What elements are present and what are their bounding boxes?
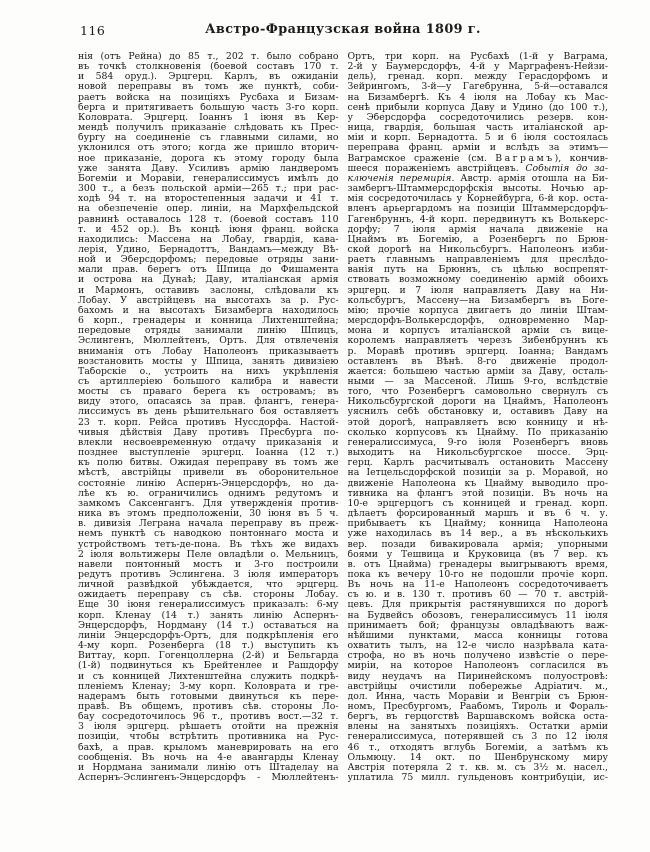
text-line: берга и притягиваетъ большую часть 3-го корп.: [78, 102, 339, 113]
text-line: ской дорогѣ на Никольсбургъ. Наполеонъ изби-: [347, 244, 608, 255]
text-line: и 584 оруд.). Эрцгерц. Карлъ, въ ожиданіи: [78, 72, 339, 83]
text-line: Лобау. У австрійцевъ на высотахъ за р. Рус-: [78, 295, 339, 306]
text-line: виду этого, опасаясь за прав. флангъ, генера-: [78, 397, 339, 408]
text-line: ное приказаніе, дорога къ этому городу была: [78, 153, 339, 164]
text-line: мона и корпусъ италіанской арміи съ вице-: [347, 326, 608, 337]
text-line: Коловрата. Эрцгерц. Іоаннъ 1 іюня въ Кер-: [78, 112, 339, 123]
text-line: ника въ этомъ предположеніи, 30 іюня въ 5 ч.: [78, 509, 339, 520]
text-line: Ортъ, три корп. на Русбахѣ (1-й у Ваграма,: [347, 52, 608, 62]
text-line: мѣстѣ, австрійцы привели въ оборонительное: [78, 468, 339, 479]
text-line: этой дорогѣ, направляетъ всю конницу и нѣ-: [347, 417, 608, 428]
text-line: дорфу; 7 іюля армія начала движеніе на: [347, 224, 608, 235]
text-line: ными — за Массеной. Лишь 9-го, вслѣдствіе: [347, 377, 608, 387]
text-line: вленъ арьергардомъ на позиціи Штаммерсдорфъ-: [347, 204, 608, 215]
text-line: Зейрингомъ, 3-й—у Гагебрунна, 5-й—оставался: [347, 82, 608, 93]
text-line: Эслингенъ, Мюллейтенъ, Ортъ. Для отвлеченія: [78, 336, 339, 347]
text-line: замкомъ Саксенгангъ. Для утвержденія против-: [78, 498, 339, 509]
text-line: переправа франц. арміи и вслѣдъ за этимъ—: [347, 143, 608, 154]
text-line: состояніе линію Аспернъ-Энцерсдорфъ, но да-: [78, 478, 339, 489]
text-line: и Нордмана занимали линію отъ Штаделау на: [78, 762, 339, 773]
text-line: въ точкѣ столкновенія (боевой составъ 170 т.: [78, 62, 339, 73]
text-line: принимаетъ бой; французы овладѣваютъ важ-: [347, 620, 608, 631]
text-line: т. и 452 ор.). Въ концѣ іюня франц. войска: [78, 224, 339, 235]
text-line: находились: Массена на Лобау, гвардія, кава-: [78, 234, 339, 245]
text-line: 2-й у Баумерсдорфъ, 4-й у Марграфенъ-Нейзи-: [347, 62, 608, 73]
text-line: пока къ вечеру 10-го не подошли прочіе корп.: [347, 569, 608, 580]
text-line: лѣе къ ю. ограничились однимъ редутомъ и: [78, 488, 339, 499]
text-line: лиссимусъ въ день рѣшительнаго боя оставляетъ: [78, 407, 339, 418]
text-line: мосты съ праваго берега къ островамъ; въ: [78, 387, 339, 398]
text-line: бахомъ и на высотахъ Бизамберга находилось: [78, 305, 339, 316]
text-line: нѣйшими пунктами, масса конницы готова: [347, 630, 608, 641]
text-line: движеніе Наполеона къ Цнайму выводило про-: [347, 478, 608, 489]
text-line: цевъ. Для прикрытія растянувшихся по дорогѣ: [347, 600, 608, 611]
text-line: уже находилась въ 14 вер., а въ нѣсколькихъ: [347, 529, 608, 540]
text-line: ница, гвардія, большая часть италіанской ар-: [347, 123, 608, 134]
text-line: возстановить мосты у Шпица, занять дивизіею: [78, 356, 339, 367]
text-line: лерія, Удино, Бернадоттъ, Вандамъ—между Вѣ-: [78, 244, 339, 255]
text-line: Никольсбургской дороги на Цнаймъ, Наполеонъ: [347, 397, 608, 408]
text-line: охватить тылъ, на 12-е число назрѣвала ката-: [347, 641, 608, 652]
text-line: Въ ночь на 11-е Наполеонъ сосредоточиваетъ: [347, 580, 608, 591]
text-line: мали прав. берегъ отъ Шпица до Фишамента: [78, 265, 339, 276]
text-line: и Мармонъ, оставивъ заслоны, слѣдовали къ: [78, 285, 339, 296]
text-line: дол. Инна, часть Моравіи и Венгріи съ Брюн-: [347, 691, 608, 702]
text-line: 10-е эрцгерцогъ съ конницей и гренад. корп.: [347, 498, 608, 509]
text-line: мія сосредоточилась у Корнейбурга, 6-й кор. оста-: [347, 194, 608, 205]
text-segment: Ваграмское сраженіе (см.: [347, 153, 496, 164]
text-line: міи и корп. Бернадотта. 5 и 6 іюля состоялась: [347, 133, 608, 144]
text-line: 3 іюля эрцгерц. рѣшаетъ отойти на прежнія: [78, 722, 339, 733]
page-header: [78, 22, 608, 40]
text-line: пленіемъ Кленау; 3-му корп. Коловрата и гре-: [78, 681, 339, 692]
text-line: на обезпеченіе опер. линіи, на Мархфельдской: [78, 204, 339, 215]
text-line: королемъ направляетъ черезъ Зибенбруннъ къ: [347, 336, 608, 347]
column-right: [348, 52, 609, 783]
text-line: в. дивизія Леграна начала переправу въ преж-: [78, 519, 339, 530]
text-line: Виттау, корп. Гогенцоллерна (2-й) и Бельгарда: [78, 651, 339, 662]
text-segment: Австр. армія отошла на Би-: [454, 173, 608, 184]
text-line: оставленъ въ Вѣнѣ. 8-го движеніе продол-: [347, 356, 608, 367]
text-line: бау сосредоточилось 96 т., противъ вост.—32 т.: [78, 712, 339, 723]
text-line: р. Моравѣ противъ эрцгерц. Іоанна; Вандамъ: [347, 346, 608, 357]
text-line: навели понтонный мостъ и 3-го построили: [78, 559, 339, 570]
text-line: къ полю битвы. Ожидая переправу въ томъ же: [78, 458, 339, 469]
text-line: 300 т., а безъ польской арміи—265 т.; при рас-: [78, 184, 339, 195]
text-line: выходитъ на Никольсбургское шоссе. Эрц-: [347, 448, 608, 459]
text-line: чивыя дѣйствія Даву противъ Пресбурга по-: [78, 427, 339, 438]
text-line: нія (отъ Рейна) до 85 т., 202 т. было собрано: [78, 52, 339, 62]
text-line: боями у Тешвица и Круковица (въ 7 вер. къ: [347, 549, 608, 560]
text-line: Цнаймъ въ Богемію, а Розенбергъ по Брюн-: [347, 234, 608, 245]
text-line: влены на занятыхъ позиціяхъ. Остатки арміи: [347, 722, 608, 733]
text-line: Богеміи и Моравіи, генералиссимусъ имѣлъ до: [78, 173, 339, 184]
text-line: у Эберсдорфа сосредоточились резерв. кон-: [347, 112, 608, 123]
text-line: номъ, Пресбургомъ, Раабомъ, Тироль и Фораль-: [347, 702, 608, 712]
text-line: строфа, но въ ночь получено извѣстіе о пере-: [347, 651, 608, 662]
text-line: правѣ. Въ общемъ, противъ сѣв. стороны Ло-: [78, 702, 339, 712]
text-line: [348, 174, 609, 184]
text-line: немъ пунктѣ съ наводкою понтоннаго моста и: [78, 529, 339, 540]
text-line: позднее выступленіе эрцгерц. Іоанна (12 т.): [78, 448, 339, 459]
text-line: миріи, на которое Наполеонъ согласился въ: [347, 661, 608, 672]
text-segment-italic: ключенія перемирія.: [347, 173, 455, 184]
text-line: того, что Розенбергъ самовольно свернулъ съ: [347, 387, 608, 398]
text-line: уяснилъ себѣ обстановку и, оставивъ Даву на: [347, 407, 608, 418]
text-line: передовые отряды занимали линію Шпицъ,: [78, 326, 339, 337]
text-segment: шееся пораженіемъ австрійцевъ.: [347, 163, 526, 174]
text-line: 2 іюля вольтижеры Пеле овладѣли о. Мельницъ,: [78, 549, 339, 560]
text-line: 6 корп., гренадеры и конница Лихтенштейна;: [78, 316, 339, 327]
text-line: Гагенбруннъ, 4-й корп. передвинутъ къ Волькерс-: [347, 214, 608, 225]
text-line: (1-й) подвинуться къ Брейтенлее и Рашдорфу: [78, 661, 339, 672]
text-line: влекли несвоевременную отдачу приказанія и: [78, 437, 339, 448]
text-line: раетъ войска на позиціяхъ Русбаха и Бизам-: [78, 92, 339, 103]
text-line: 4-му корп. Розенберга (18 т.) выступить къ: [78, 641, 339, 652]
page-title: Австро-Французская война 1809 г.: [205, 22, 481, 37]
text-line: съ ю. и в. 130 т. противъ 60 — 70 т. австрій-: [347, 590, 608, 601]
text-line: равнинѣ оставалось 128 т. (боевой составъ 110: [78, 214, 339, 225]
text-line: личной развѣдкой убѣждается, что эрцгерц.: [78, 580, 339, 591]
text-line: австрійцы очистили побережье Адріатич. м.,: [347, 681, 608, 692]
text-line: вер. позади бивакировала армія; упорными: [347, 539, 608, 550]
text-line: виду неудачъ на Пиринейскомъ полуостровѣ:: [347, 671, 608, 682]
text-line: корп. Кленау (14 т.) занять линію Аспернъ-: [78, 610, 339, 621]
text-line: ходѣ 94 т. на второстепенныя задачи и 41 т.: [78, 194, 339, 205]
text-line: устройствомъ тетъ-де-пона. Въ тѣхъ же видахъ: [78, 539, 339, 550]
text-line: Ольмюцу. 14 окт. по Шенбрунскому миру: [347, 752, 608, 763]
text-line: линіи Энцерсдорфъ-Ортъ, для подкрѣпленія его: [78, 630, 339, 641]
text-line: Аспернъ-Эслингенъ-Энцерсдорфъ - Мюллейтенъ-: [78, 773, 339, 784]
text-line: [348, 164, 609, 174]
text-segment-spaced: Ваграмъ: [495, 153, 555, 164]
text-line: Таборскіе о., устроить на нихъ укрѣпленія: [78, 366, 339, 377]
text-line: надерамъ быть готовыми двинуться къ пере-: [78, 691, 339, 702]
text-line: на Бизамбергѣ. Къ 4 іюля на Лобау къ Мас-: [347, 92, 608, 103]
text-line: [348, 154, 609, 164]
text-line: ванія путь на Брюннъ, съ цѣлью воспрепят-: [347, 265, 608, 276]
text-line: позиціи, чтобы встрѣтить противника на Рус-: [78, 732, 339, 743]
text-line: 46 т., отходятъ вглубь Богеміи, а затѣмъ къ: [347, 742, 608, 753]
text-line: уклонился отъ этого; когда же пришло вторич-: [78, 143, 339, 154]
text-line: замбергъ-Штаммерсдорфскія высоты. Ночью ар-: [347, 184, 608, 195]
text-line: и съ конницей Лихтенштейна служить подкрѣ-: [78, 671, 339, 682]
text-line: бургу на соединеніе съ главными силами, но: [78, 133, 339, 144]
text-line: ной и Эберсдорфомъ; передовые отряды зани-: [78, 255, 339, 266]
text-line: дель), гренад. корп. между Герасдорфомъ и: [347, 72, 608, 83]
text-line: на Іетцельсдорфской позиціи за р. Моравой, но: [347, 468, 608, 479]
text-line: эрцгерц. и 7 іюля направляетъ Даву на Ни-: [347, 285, 608, 296]
text-line: в. отъ Цнайма) гренадеры выигрываютъ время,: [347, 559, 608, 570]
page-number: 116: [80, 23, 106, 38]
text-line: прибываетъ къ Цнайму; конница Наполеона: [347, 519, 608, 530]
text-line: генералиссимуса, потерявшей съ 3 по 12 іюля: [347, 732, 608, 743]
text-line: ствовать возможному соединенію армій обоихъ: [347, 275, 608, 286]
text-line: тивника на флангъ этой позиціи. Въ ночь на: [347, 488, 608, 499]
text-line: раетъ главнымъ направленіемъ для преслѣдо-: [347, 255, 608, 266]
text-line: съ артиллеріею большого калибра и навести: [78, 377, 339, 387]
text-line: уплатила 75 милл. гульденовъ контрибуціи, ис-: [347, 773, 608, 784]
text-line: герц. Карлъ расчитывалъ остановить Массену: [347, 458, 608, 469]
text-line: редутъ противъ Эслингена. 3 іюля императоръ: [78, 569, 339, 580]
text-line: и острова на Дунаѣ; Даву, италіанская армія: [78, 275, 339, 286]
text-line: жается: большею частью арміи за Даву, осталь-: [347, 366, 608, 377]
text-line: дѣлаетъ форсированный маршъ и въ 6 ч. у.: [347, 509, 608, 520]
text-line: вниманія отъ Лобау Наполеонъ приказываетъ: [78, 346, 339, 357]
text-line: мерсдорфъ-Волькерсдорфъ, одновременно Мар-: [347, 316, 608, 327]
text-columns: [78, 52, 608, 783]
text-segment: ), кончив-: [554, 153, 608, 164]
text-line: сообщенія. Въ ночь на 4-е авангарды Кленау: [78, 752, 339, 763]
text-line: 23 т. корп. Рейса противъ Нуссдорфа. Настой-: [78, 417, 339, 428]
column-left: [78, 52, 339, 783]
text-line: мендѣ получилъ приказаніе слѣдовать къ Прес-: [78, 123, 339, 134]
text-line: новой переправы въ томъ же пунктѣ, соби-: [78, 82, 339, 93]
text-line: сенѣ прибыли корпуса Даву и Удино (до 100 т.),: [347, 102, 608, 113]
text-line: Энцерсдорфъ, Нордману (14 т.) оставаться на: [78, 620, 339, 631]
text-line: Австрія потеряла 2 т. кв. м. съ 3½ м. насел.,: [347, 762, 608, 773]
text-line: мію; прочіе корпуса двигаетъ до линіи Штам-: [347, 305, 608, 316]
text-line: кольсбургъ, Массену—на Бизамбергъ въ Боге-: [347, 295, 608, 306]
text-segment-italic: Событія до за-: [525, 163, 608, 174]
text-line: бергъ, въ герцогствѣ Варшавскомъ войска оста-: [347, 712, 608, 723]
text-line: ожидаетъ переправу съ сѣв. стороны Лобау.: [78, 590, 339, 601]
text-line: генералиссимуса, 9-го іюля Розенбергъ вновь: [347, 437, 608, 448]
text-line: сколько корпусовъ къ Цнайму. По приказанію: [347, 427, 608, 438]
text-line: Еще 30 іюня генералиссимусъ приказалъ: 6-му: [78, 600, 339, 611]
text-line: на Будвейсъ обозовъ, генералиссимусъ 11 іюля: [347, 610, 608, 621]
text-line: уже занята Даву. Усиливъ армію ландверомъ: [78, 163, 339, 174]
text-line: бахѣ, а прав. крыломъ маневрировать на его: [78, 742, 339, 753]
